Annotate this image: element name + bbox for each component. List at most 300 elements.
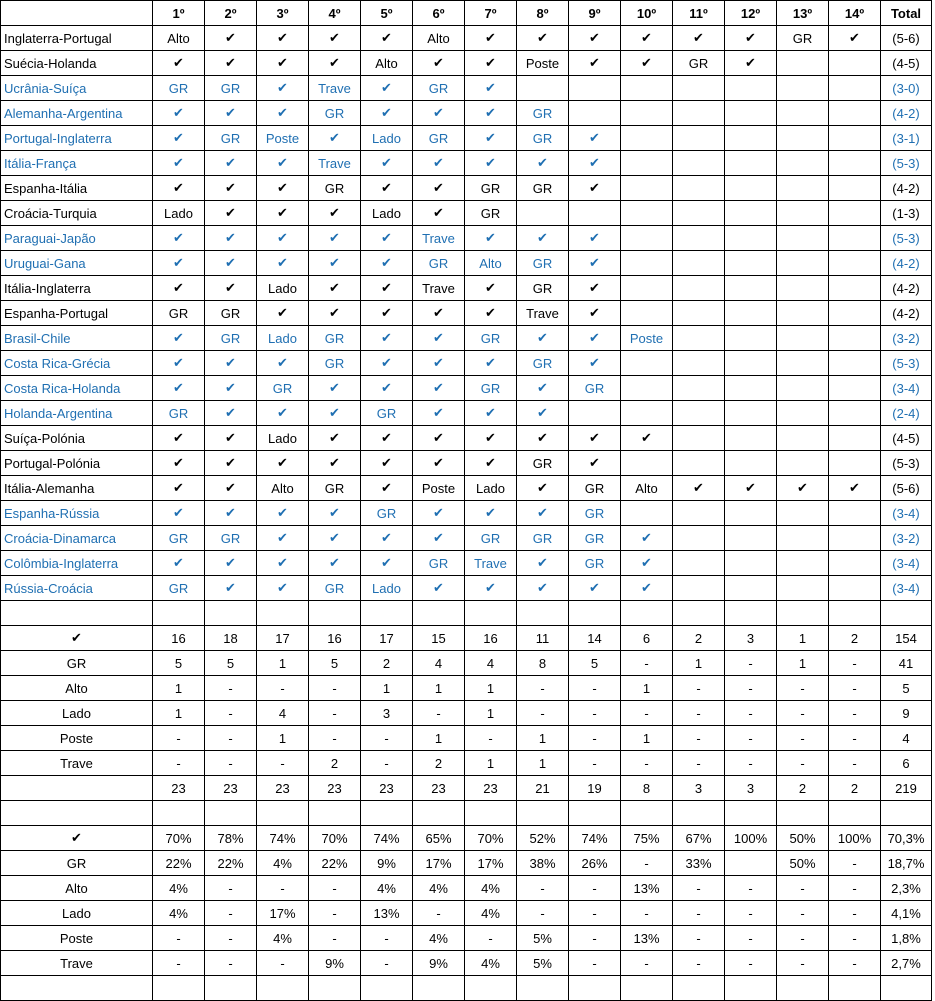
summary-value: - <box>309 901 361 926</box>
summary-value: 5% <box>517 951 569 976</box>
kick-result <box>725 326 777 351</box>
match-score: (3-0) <box>881 76 932 101</box>
kick-result: GR <box>153 576 205 601</box>
summary-value: 1 <box>361 676 413 701</box>
kick-result: GR <box>517 126 569 151</box>
kick-result: ✔ <box>517 26 569 51</box>
empty-cell <box>361 976 413 1001</box>
kick-result <box>829 326 881 351</box>
match-score: (5-3) <box>881 351 932 376</box>
kick-result: GR <box>517 451 569 476</box>
kick-result: ✔ <box>309 401 361 426</box>
empty-cell <box>205 601 257 626</box>
kick-result <box>673 326 725 351</box>
kick-result <box>725 76 777 101</box>
kick-result: Lado <box>257 326 309 351</box>
kick-result: ✔ <box>361 351 413 376</box>
kick-result <box>777 251 829 276</box>
kick-result: GR <box>517 351 569 376</box>
kick-result: ✔ <box>569 251 621 276</box>
summary-value: 5 <box>569 651 621 676</box>
empty-cell <box>1 801 153 826</box>
summary-value: - <box>673 726 725 751</box>
kick-result: GR <box>361 501 413 526</box>
match-name: Ucrânia-Suíça <box>1 76 153 101</box>
kick-result <box>777 426 829 451</box>
summary-value: 17 <box>257 626 309 651</box>
kick-result: ✔ <box>569 326 621 351</box>
empty-cell <box>205 976 257 1001</box>
kick-result: ✔ <box>257 226 309 251</box>
empty-cell <box>361 601 413 626</box>
summary-value: - <box>725 876 777 901</box>
kick-result <box>621 126 673 151</box>
kick-result: ✔ <box>569 126 621 151</box>
kick-result: ✔ <box>517 576 569 601</box>
summary-label: Alto <box>1 876 153 901</box>
kick-result: ✔ <box>673 476 725 501</box>
kick-result: ✔ <box>569 226 621 251</box>
kick-result: ✔ <box>309 301 361 326</box>
summary-value: - <box>569 676 621 701</box>
match-row <box>1 426 932 451</box>
kick-result <box>725 151 777 176</box>
summary-label: GR <box>1 851 153 876</box>
kick-result: ✔ <box>257 576 309 601</box>
empty-cell <box>777 976 829 1001</box>
match-score: (4-2) <box>881 251 932 276</box>
kick-result <box>673 501 725 526</box>
kick-result: GR <box>517 251 569 276</box>
summary-value: 16 <box>309 626 361 651</box>
summary-value: - <box>673 751 725 776</box>
empty-cell <box>465 976 517 1001</box>
kick-result <box>673 276 725 301</box>
match-row <box>1 576 932 601</box>
summary-value: - <box>829 901 881 926</box>
summary-value: 1 <box>517 751 569 776</box>
kick-result <box>829 451 881 476</box>
match-row <box>1 226 932 251</box>
kick-result: ✔ <box>153 126 205 151</box>
empty-cell <box>1 976 153 1001</box>
kick-result: ✔ <box>153 551 205 576</box>
kick-result <box>777 301 829 326</box>
kick-result: ✔ <box>205 551 257 576</box>
kick-result: ✔ <box>569 51 621 76</box>
column-header: 7º <box>465 1 517 26</box>
kick-result <box>673 226 725 251</box>
kick-result: ✔ <box>153 326 205 351</box>
kick-result <box>777 226 829 251</box>
summary-value: 17% <box>465 851 517 876</box>
match-score: (4-2) <box>881 176 932 201</box>
kick-result: GR <box>465 376 517 401</box>
kick-result: GR <box>517 176 569 201</box>
kick-result: ✔ <box>205 426 257 451</box>
summary-value: 2 <box>413 751 465 776</box>
empty-cell <box>413 976 465 1001</box>
match-name: Itália-França <box>1 151 153 176</box>
summary-value: 1 <box>777 626 829 651</box>
empty-cell <box>413 601 465 626</box>
kick-result: GR <box>413 251 465 276</box>
summary-value: 22% <box>309 851 361 876</box>
match-score: (3-4) <box>881 501 932 526</box>
kick-result: ✔ <box>153 226 205 251</box>
summary-value: 22% <box>205 851 257 876</box>
empty-cell <box>257 801 309 826</box>
kick-result: ✔ <box>205 151 257 176</box>
kick-result: ✔ <box>257 351 309 376</box>
empty-cell <box>413 801 465 826</box>
kick-result <box>673 576 725 601</box>
summary-value: - <box>777 726 829 751</box>
count-row <box>1 651 932 676</box>
summary-value: 4% <box>257 926 309 951</box>
summary-value: - <box>413 701 465 726</box>
summary-value: - <box>725 701 777 726</box>
summary-value: - <box>569 926 621 951</box>
kick-result: ✔ <box>257 451 309 476</box>
summary-value: - <box>309 701 361 726</box>
summary-value: 1 <box>517 726 569 751</box>
kick-result <box>673 126 725 151</box>
match-row <box>1 401 932 426</box>
kick-result <box>673 176 725 201</box>
summary-value: 23 <box>361 776 413 801</box>
kick-result: ✔ <box>205 476 257 501</box>
kick-result <box>673 551 725 576</box>
kick-result: Trave <box>413 276 465 301</box>
kick-result: GR <box>205 126 257 151</box>
match-score: (5-3) <box>881 451 932 476</box>
kick-result <box>673 201 725 226</box>
match-name: Itália-Inglaterra <box>1 276 153 301</box>
kick-result: ✔ <box>517 551 569 576</box>
summary-value: - <box>725 651 777 676</box>
kick-result: ✔ <box>205 101 257 126</box>
kick-result <box>829 526 881 551</box>
kick-result: ✔ <box>257 151 309 176</box>
kick-result <box>621 376 673 401</box>
summary-value: 4% <box>257 851 309 876</box>
kick-result: ✔ <box>465 426 517 451</box>
summary-value: - <box>725 926 777 951</box>
kick-result: ✔ <box>465 126 517 151</box>
kick-result: GR <box>465 326 517 351</box>
kick-result: ✔ <box>309 451 361 476</box>
summary-value: 2 <box>829 776 881 801</box>
kick-result: ✔ <box>153 101 205 126</box>
kick-result <box>725 276 777 301</box>
match-row <box>1 251 932 276</box>
column-header: 5º <box>361 1 413 26</box>
summary-value: - <box>673 676 725 701</box>
header-corner <box>1 1 153 26</box>
summary-value: 23 <box>153 776 205 801</box>
header-row <box>1 1 932 26</box>
kick-result: Trave <box>309 151 361 176</box>
kick-result: ✔ <box>257 176 309 201</box>
summary-value: - <box>153 751 205 776</box>
kick-result <box>777 76 829 101</box>
kick-result: ✔ <box>465 51 517 76</box>
summary-value: 52% <box>517 826 569 851</box>
kick-result <box>569 401 621 426</box>
kick-result: ✔ <box>309 26 361 51</box>
summary-value: 11 <box>517 626 569 651</box>
summary-value: - <box>257 751 309 776</box>
kick-result <box>777 551 829 576</box>
kick-result <box>829 76 881 101</box>
summary-value: 70% <box>465 826 517 851</box>
summary-value: - <box>621 901 673 926</box>
summary-value: - <box>309 726 361 751</box>
match-row <box>1 451 932 476</box>
empty-cell <box>569 801 621 826</box>
summary-value: 1 <box>257 651 309 676</box>
summary-value: - <box>361 951 413 976</box>
kick-result <box>829 501 881 526</box>
kick-result <box>829 51 881 76</box>
empty-cell <box>257 601 309 626</box>
kick-result: ✔ <box>153 151 205 176</box>
empty-cell <box>517 976 569 1001</box>
kick-result: ✔ <box>257 551 309 576</box>
empty-cell <box>725 601 777 626</box>
kick-result <box>725 301 777 326</box>
summary-value: - <box>205 901 257 926</box>
summary-value: 4% <box>153 876 205 901</box>
kick-result: ✔ <box>257 76 309 101</box>
kick-result <box>621 76 673 101</box>
kick-result: ✔ <box>205 276 257 301</box>
kick-result: Alto <box>465 251 517 276</box>
summary-value: 4% <box>413 876 465 901</box>
kick-result <box>829 101 881 126</box>
summary-value: 1 <box>777 651 829 676</box>
summary-value: 5% <box>517 926 569 951</box>
kick-result: ✔ <box>465 226 517 251</box>
kick-result: ✔ <box>465 401 517 426</box>
kick-result: ✔ <box>205 26 257 51</box>
summary-value: - <box>829 676 881 701</box>
summary-value: 22% <box>153 851 205 876</box>
summary-value: - <box>829 726 881 751</box>
summary-value: 4 <box>881 726 932 751</box>
kick-result: ✔ <box>205 51 257 76</box>
kick-result: GR <box>569 376 621 401</box>
empty-cell <box>725 801 777 826</box>
summary-value: - <box>777 926 829 951</box>
column-header: 4º <box>309 1 361 26</box>
percentage-row <box>1 951 932 976</box>
summary-value <box>725 851 777 876</box>
summary-value: - <box>153 926 205 951</box>
kick-result <box>829 176 881 201</box>
summary-label: Trave <box>1 951 153 976</box>
match-score: (4-5) <box>881 51 932 76</box>
match-score: (3-4) <box>881 551 932 576</box>
kick-result: ✔ <box>413 426 465 451</box>
kick-result <box>777 401 829 426</box>
empty-cell <box>465 801 517 826</box>
kick-result <box>517 76 569 101</box>
summary-value: - <box>621 851 673 876</box>
kick-result: ✔ <box>465 26 517 51</box>
match-name: Suécia-Holanda <box>1 51 153 76</box>
kick-result: ✔ <box>569 26 621 51</box>
kick-result: ✔ <box>205 501 257 526</box>
kick-result: ✔ <box>569 451 621 476</box>
kick-result <box>777 526 829 551</box>
kick-result <box>621 101 673 126</box>
summary-value: 100% <box>829 826 881 851</box>
summary-value: 4 <box>413 651 465 676</box>
summary-value: 2 <box>829 626 881 651</box>
kick-result: GR <box>309 576 361 601</box>
summary-value: - <box>153 726 205 751</box>
kick-result <box>829 276 881 301</box>
summary-value: - <box>829 851 881 876</box>
kick-result <box>777 201 829 226</box>
kick-result: ✔ <box>413 401 465 426</box>
summary-value: 2 <box>777 776 829 801</box>
match-row <box>1 501 932 526</box>
kick-result: Alto <box>621 476 673 501</box>
match-score: (4-2) <box>881 101 932 126</box>
kick-result: Alto <box>257 476 309 501</box>
empty-cell <box>725 976 777 1001</box>
kick-result <box>829 576 881 601</box>
kick-result <box>829 126 881 151</box>
summary-value: 100% <box>725 826 777 851</box>
empty-cell <box>777 801 829 826</box>
kick-result <box>725 201 777 226</box>
summary-value: 74% <box>569 826 621 851</box>
summary-value: - <box>725 951 777 976</box>
summary-label: Alto <box>1 676 153 701</box>
summary-value: 13% <box>621 876 673 901</box>
kick-result: ✔ <box>361 526 413 551</box>
empty-cell <box>829 801 881 826</box>
kick-result <box>725 451 777 476</box>
kick-result: ✔ <box>517 376 569 401</box>
kick-result: ✔ <box>465 151 517 176</box>
kick-result: GR <box>517 101 569 126</box>
kick-result: GR <box>361 401 413 426</box>
kick-result <box>829 376 881 401</box>
kick-result: GR <box>309 476 361 501</box>
kick-result <box>725 251 777 276</box>
kick-result: ✔ <box>205 226 257 251</box>
kick-result: ✔ <box>205 201 257 226</box>
summary-value: 4 <box>465 651 517 676</box>
summary-value: - <box>621 651 673 676</box>
kick-result <box>777 151 829 176</box>
match-score: (3-1) <box>881 126 932 151</box>
summary-value: 9% <box>309 951 361 976</box>
summary-value: 1 <box>621 676 673 701</box>
empty-cell <box>517 601 569 626</box>
summary-value: 5 <box>153 651 205 676</box>
summary-value: - <box>361 751 413 776</box>
summary-value: 1 <box>465 701 517 726</box>
kick-result: GR <box>205 301 257 326</box>
summary-label: Trave <box>1 751 153 776</box>
summary-value: - <box>569 876 621 901</box>
kick-result: ✔ <box>153 51 205 76</box>
summary-value: 16 <box>465 626 517 651</box>
summary-value: 50% <box>777 851 829 876</box>
kick-result: ✔ <box>361 176 413 201</box>
summary-value: 4% <box>413 926 465 951</box>
summary-value: 1,8% <box>881 926 932 951</box>
summary-label: Poste <box>1 926 153 951</box>
kick-result: ✔ <box>465 101 517 126</box>
kick-result: ✔ <box>673 26 725 51</box>
kick-result: ✔ <box>309 226 361 251</box>
summary-value: 17% <box>257 901 309 926</box>
summary-value: - <box>673 701 725 726</box>
summary-value: 2,3% <box>881 876 932 901</box>
match-row <box>1 76 932 101</box>
kick-result <box>569 76 621 101</box>
kick-result: ✔ <box>153 276 205 301</box>
summary-label <box>1 776 153 801</box>
kick-result <box>673 376 725 401</box>
kick-result: ✔ <box>361 276 413 301</box>
summary-value: 9 <box>881 701 932 726</box>
spacer-row <box>1 601 932 626</box>
kick-result <box>777 501 829 526</box>
kick-result: ✔ <box>205 401 257 426</box>
match-name: Costa Rica-Holanda <box>1 376 153 401</box>
kick-result: Alto <box>413 26 465 51</box>
empty-cell <box>1 601 153 626</box>
kick-result: ✔ <box>413 451 465 476</box>
summary-label: ✔ <box>1 826 153 851</box>
kick-result <box>569 101 621 126</box>
kick-result <box>725 551 777 576</box>
kick-result <box>621 401 673 426</box>
summary-value: - <box>777 901 829 926</box>
summary-value: 74% <box>361 826 413 851</box>
empty-cell <box>309 801 361 826</box>
summary-value: 154 <box>881 626 932 651</box>
kick-result: GR <box>777 26 829 51</box>
summary-value: - <box>725 726 777 751</box>
kick-result: ✔ <box>621 576 673 601</box>
kick-result: ✔ <box>153 426 205 451</box>
kick-result: ✔ <box>413 301 465 326</box>
summary-value: 18 <box>205 626 257 651</box>
kick-result: ✔ <box>153 351 205 376</box>
summary-label: GR <box>1 651 153 676</box>
column-header: 8º <box>517 1 569 26</box>
kick-result: GR <box>673 51 725 76</box>
kick-result: ✔ <box>621 26 673 51</box>
kick-result <box>673 401 725 426</box>
kick-result <box>673 351 725 376</box>
kick-result: GR <box>205 526 257 551</box>
kick-result <box>777 576 829 601</box>
kick-result <box>725 351 777 376</box>
kick-result <box>725 501 777 526</box>
kick-result: ✔ <box>153 251 205 276</box>
count-row <box>1 626 932 651</box>
